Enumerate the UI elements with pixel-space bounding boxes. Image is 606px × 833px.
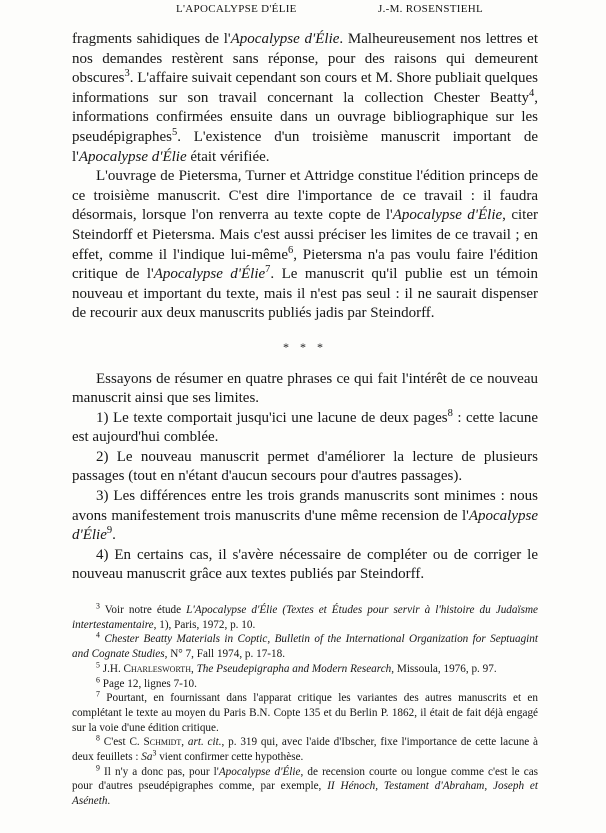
book-title: Apocalypse d'Élie	[72, 507, 538, 544]
paragraph-2	[72, 167, 538, 324]
footnote-number: 8	[96, 733, 100, 743]
work-title: Apocalypse d'Élie	[218, 765, 301, 778]
text-run: , 1), Paris, 1972, p. 10.	[153, 618, 256, 631]
footnote-number: 7	[96, 689, 100, 699]
work-title: art. cit.	[187, 736, 222, 749]
running-header	[0, 3, 606, 19]
footnote-4	[72, 632, 538, 661]
text-run: 3) Les différences entre les trois grands manuscrits sont minimes : nous avons manifestement trois manuscrits d'une même recension de l'	[72, 488, 538, 524]
paragraph-1	[72, 30, 538, 167]
text-run: 1) Le texte comportait jusqu'ici une lacune de deux pages	[96, 409, 448, 426]
paragraph-3: Essayons de résumer en quatre phrases ce qui fait l'intérêt de ce nouveau manuscrit ainsi que ses limites.	[72, 370, 538, 407]
text-run: .	[107, 795, 111, 808]
running-author: J.-M. ROSENSTIEHL	[378, 3, 484, 15]
manuscript-siglum: Sa	[141, 751, 153, 764]
text-run: vient confirmer cette hypothèse.	[156, 751, 304, 764]
footnote-8	[72, 735, 538, 764]
text-run: : cette lacune est aujourd'hui comblée.	[72, 409, 538, 446]
paragraph-4	[72, 409, 538, 448]
author-name: C. Schmidt	[129, 736, 182, 749]
footnote-ref-7[interactable]: 7	[265, 264, 271, 276]
text-run: C'est	[103, 736, 130, 749]
text-run: , N° 7, Fall 1974, p. 17-18.	[164, 648, 285, 661]
work-title: Chester Beatty Materials in Coptic, Bulletin of the International Organization for Septuagint and Cognate Studies	[72, 633, 538, 661]
text-run: , Missoula, 1976, p. 97.	[391, 662, 497, 675]
text-run: Page 12, lignes 7-10.	[102, 677, 197, 690]
footnote-7	[72, 691, 538, 735]
footnote-ref-9[interactable]: 9	[106, 525, 113, 537]
text-run: . Le manuscrit qu'il publie est un témoin nouveau et important du texte, mais il n'est pas seul : il ne saurait dispenser de recourir aux deux manuscrits publiés jadis par Steindorff.	[72, 266, 538, 322]
footnote-number: 9	[96, 763, 100, 772]
text-run: Voir notre étude	[104, 604, 187, 616]
text-run: était vérifiée.	[186, 148, 270, 165]
text-run: L'ouvrage de Pietersma, Turner et Attridge constitue l'édition princeps de ce troisième manuscrit. C'est dire l'importance de ce travail : il faudra désormais, lorsque l'on renverra au texte copte de l'	[72, 168, 538, 224]
text-run: , de recension courte ou longue comme c'est le cas pour d'autres pseudépigraphes comme, par exemple,	[72, 765, 539, 793]
text-run: ,	[181, 736, 188, 749]
work-title: II Hénoch, Testament d'Abraham, Joseph et Aséneth	[72, 780, 538, 808]
siglum-superscript: 3	[152, 748, 157, 758]
work-title: L'Apocalypse d'Élie (Textes et Études pour servir à l'histoire du Judaïsme intertestamentaire	[72, 604, 538, 631]
footnote-6	[72, 674, 538, 692]
text-run: . L'existence d'un troisième manuscrit important de l'	[72, 128, 538, 165]
text-run: Il n'y a donc pas, pour l'	[104, 765, 219, 778]
text-run: . L'affaire suivait cependant son cours et M. Shore publiait quelques informations sur son travail concernant la collection Chester Beatty	[72, 70, 538, 106]
section-separator: * * *	[283, 339, 327, 354]
text-run: , citer Steindorff et Pietersma. Mais c'est aussi préciser les limites de ce travail ; en effet, comme il l'indique lui-même	[72, 207, 538, 263]
footnote-number: 6	[96, 674, 100, 684]
footnote-ref-8[interactable]: 8	[447, 407, 453, 419]
footnote-ref-4[interactable]: 4	[529, 87, 535, 99]
footnote-ref-3[interactable]: 3	[124, 68, 130, 80]
paragraph-7: 4) En certains cas, il s'avère nécessaire de compléter ou de corriger le nouveau manuscrit grâce aux textes publiés par Steindorff.	[72, 546, 538, 583]
text-run: , informations confirmées ensuite dans un ouvrage bibliographique sur les pseudépigraphes	[72, 89, 538, 145]
author-name: J.H. Charlesworth	[102, 662, 191, 675]
footnote-ref-6[interactable]: 6	[288, 244, 294, 256]
footnote-number: 5	[96, 660, 100, 670]
text-run: , p. 319 qui, avec l'aide d'Ibscher, fixe l'importance de cette lacune à deux feuillets :	[72, 736, 539, 764]
footnote-ref-5[interactable]: 5	[171, 126, 178, 138]
text-run: , Pietersma n'a pas voulu faire l'édition critique de l'	[72, 246, 538, 283]
text-run: .	[112, 527, 116, 544]
paragraph-6	[72, 487, 538, 546]
book-title: Apocalypse d'Élie	[230, 31, 340, 47]
paragraph-5: 2) Le nouveau manuscrit permet d'améliorer la lecture de plusieurs passages (tout en n'étant d'aucun secours pour d'autres passages).	[72, 448, 538, 485]
text-run: . Malheureusement nos lettres et nos demandes restèrent sans réponse, pour des raisons qui demeurent obscures	[72, 31, 538, 87]
footnotes	[72, 603, 538, 809]
book-title: Apocalypse d'Élie	[392, 207, 503, 224]
footnote-5	[72, 662, 538, 677]
text-run: fragments sahidiques de l'	[72, 31, 231, 47]
footnote-number: 3	[96, 601, 100, 611]
text-run: ,	[190, 662, 197, 675]
work-title: The Pseudepigrapha and Modern Research	[196, 662, 392, 675]
running-title: L'APOCALYPSE D'ÉLIE	[176, 3, 297, 15]
book-title: Apocalypse d'Élie	[153, 266, 266, 283]
footnote-3	[72, 603, 538, 632]
book-title: Apocalypse d'Élie	[78, 148, 187, 165]
text-run: Pourtant, en fournissant dans l'apparat critique les variantes des autres manuscrits et en complétant le texte au moyen du Paris B.N. Copte 135 et du Berlin P. 1862, il était de fait déjà engagé sur la voie d'une édition critique.	[72, 692, 538, 734]
footnote-9	[72, 765, 538, 809]
footnote-number: 4	[96, 630, 100, 640]
body-text	[72, 30, 538, 585]
